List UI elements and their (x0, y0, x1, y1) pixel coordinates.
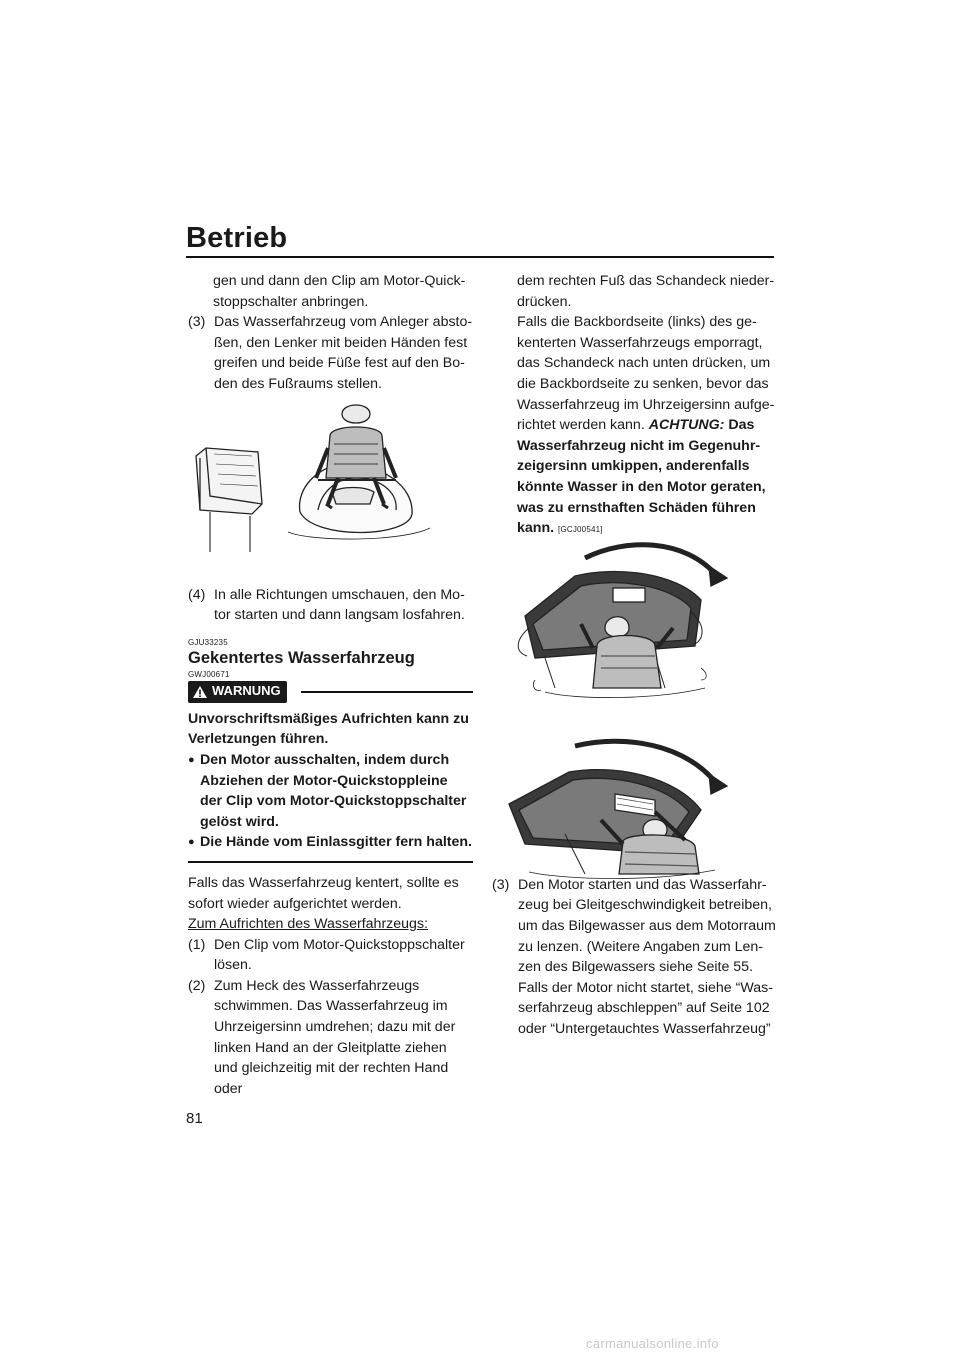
watermark: carmanualsonline.info (586, 1336, 719, 1351)
continued-text: dem rechten Fuß das Schandeck nieder-drücken. (517, 273, 775, 310)
warning-rule (301, 691, 473, 693)
step-number: (4) (188, 586, 206, 603)
bullet-dot-icon: ● (188, 753, 195, 766)
step-1: (1) Den Clip vom Motor-Quickstoppschalter lösen. (188, 936, 465, 974)
warning-intro: Unvorschriftsmäßiges Aufrichten kann zu Verletzungen führen. (188, 710, 469, 748)
continued-text: gen und dann den Clip am Motor-Quick-stoppschalter anbringen. (213, 273, 466, 310)
section-title: Gekentertes Wasserfahrzeug (188, 648, 415, 667)
step-4-left (188, 585, 473, 626)
warning-bullet: ● Die Hände vom Einlassgitter fern halten. (188, 832, 473, 853)
bullet-dot-icon: ● (188, 836, 195, 849)
capsized-righting-illustration-2 (505, 724, 730, 884)
page-title: Betrieb (186, 222, 288, 254)
step-3-left (188, 312, 473, 394)
warning-badge (188, 681, 287, 703)
step-2: (2) Zum Heck des Wasserfahrzeugs schwimmen. Das Wasserfahrzeug im Uhrzeigersinn umdrehen; dazu mit der linken Hand an der Gleitplatte ziehen und gleichzeitig mit der rechten Hand oder (188, 977, 456, 1097)
subheading: Zum Aufrichten des Wasserfahrzeugs: (188, 916, 428, 933)
achtung-code: [GCJ00541] (558, 525, 603, 535)
warning-bullet: ● Den Motor ausschalten, indem durch Abziehen der Motor-Quickstoppleine der Clip vom Motor-Quickstoppschalter gelöst wird. (188, 750, 473, 832)
page-number: 81 (186, 1110, 203, 1127)
warning-header (188, 681, 473, 703)
step-text: In alle Richtungen umschauen, den Mo-tor starten und dann langsam losfahren. (214, 586, 465, 624)
warning-label: WARNUNG (212, 683, 281, 699)
section-code: GJU33235 (188, 637, 228, 647)
header-rule (186, 256, 774, 258)
achtung-label: ACHTUNG: (648, 417, 725, 434)
warning-bottom-rule (188, 861, 473, 863)
warning-triangle-icon (192, 685, 208, 699)
step-number: (3) (188, 314, 206, 331)
achtung-text: Das Wasserfahrzeug nicht im Gegenuhr-zeigersinn umkippen, anderenfalls könnte Wasser in den Motor geraten, was zu ernsthaften Schäden führen kann. (517, 417, 766, 537)
warning-code: GWJ00671 (188, 669, 230, 679)
rider-illustration (192, 392, 432, 554)
capsized-righting-illustration-1 (505, 528, 730, 703)
caution-paragraph: Falls die Backbordseite (links) des ge-kenterten Wasserfahrzeugs emporragt, das Schandeck nach unten drücken, um die Backbordseite zu senken, bevor das Wasserfahrzeug im Uhrzeigersinn aufge-richtet werden kann. ACHTUNG: Das Wasserfahrzeug nicht im Gegenuhr-zeigersinn umkippen, anderenfalls könnte Wasser in den Motor geraten, was zu ernsthaften Schäden führen kann. [GCJ00541] (517, 314, 775, 537)
step-3-right: (3) Den Motor starten und das Wasserfahr-zeug bei Gleitgeschwindigkeit betreiben, um das Bilgewasser aus dem Motorraum zu lenzen. (Weitere Angaben zum Len-zen des Bilgewassers siehe Seite 55. Falls der Motor nicht startet, siehe “Was-serfahrzeug abschleppen” auf Seite 102 oder “Untergetauchtes Wasserfahrzeug” (492, 876, 776, 1037)
step-text: Das Wasserfahrzeug vom Anleger absto-ßen, den Lenker mit beiden Händen fest greifen und beide Füße fest auf den Bo-den des Fußraums stellen. (214, 314, 473, 392)
paragraph: Falls das Wasserfahrzeug kentert, sollte es sofort wieder aufgerichtet werden. (188, 874, 459, 912)
